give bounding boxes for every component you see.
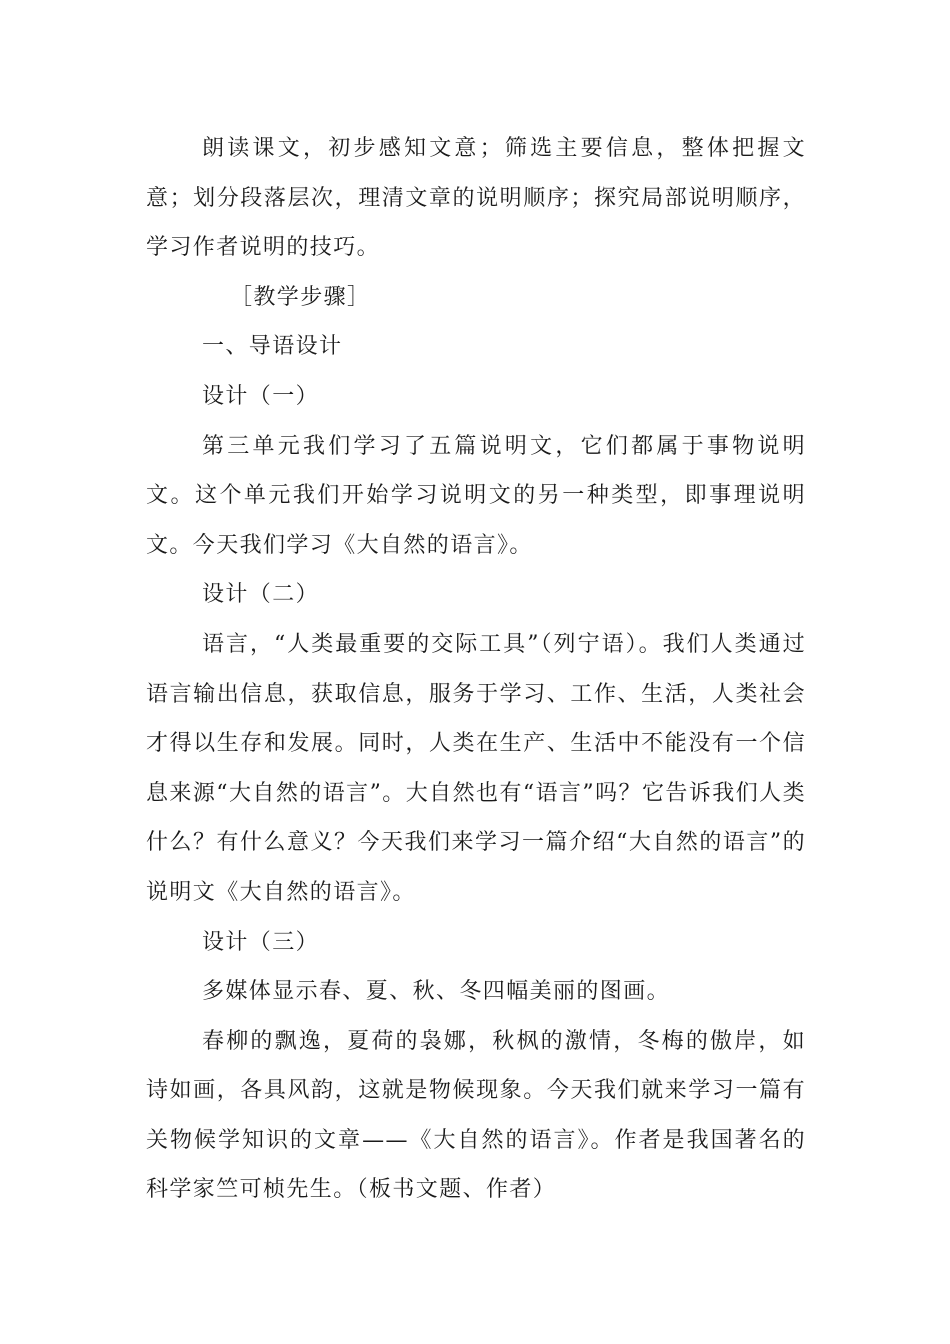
paragraph-design-2: 语言，“人类最重要的交际工具”（列宁语）。我们人类通过语言输出信息，获取信息，服务于学习、工作、生活，人类社会才得以生存和发展。同时，人类在生产、生活中不能没有一个信息来源“大自然的语言”。大自然也有“语言”吗？它告诉我们人类什么？有什么意义？今天我们来学习一篇介绍“大自然的语言”的说明文《大自然的语言》。: [146, 631, 806, 905]
subheading-design-1: 设计（一）: [202, 383, 320, 409]
paragraph-design-1: 第三单元我们学习了五篇说明文，它们都属于事物说明文。这个单元我们开始学习说明文的另一种类型，即事理说明文。今天我们学习《大自然的语言》。: [146, 433, 806, 558]
heading-intro-design: 一、导语设计: [202, 334, 343, 360]
paragraph-design-3-multimedia: 多媒体显示春、夏、秋、冬四幅美丽的图画。: [202, 979, 671, 1005]
paragraph-design-3-phenology: 春柳的飘逸，夏荷的袅娜，秋枫的激情，冬梅的傲岸，如诗如画，各具风韵，这就是物候现象。今天我们就来学习一篇有关物候学知识的文章——《大自然的语言》。作者是我国著名的科学家竺可桢先生。（板书文题、作者）: [146, 1028, 806, 1203]
section-heading-teaching-steps: ［教学步骤］: [230, 284, 371, 310]
subheading-design-3: 设计（三）: [202, 929, 320, 955]
subheading-design-2: 设计（二）: [202, 582, 320, 608]
document-body: [146, 124, 806, 1215]
paragraph-objectives: 朗读课文，初步感知文意；筛选主要信息，整体把握文意；划分段落层次，理清文章的说明顺序；探究局部说明顺序，学习作者说明的技巧。: [146, 136, 806, 261]
